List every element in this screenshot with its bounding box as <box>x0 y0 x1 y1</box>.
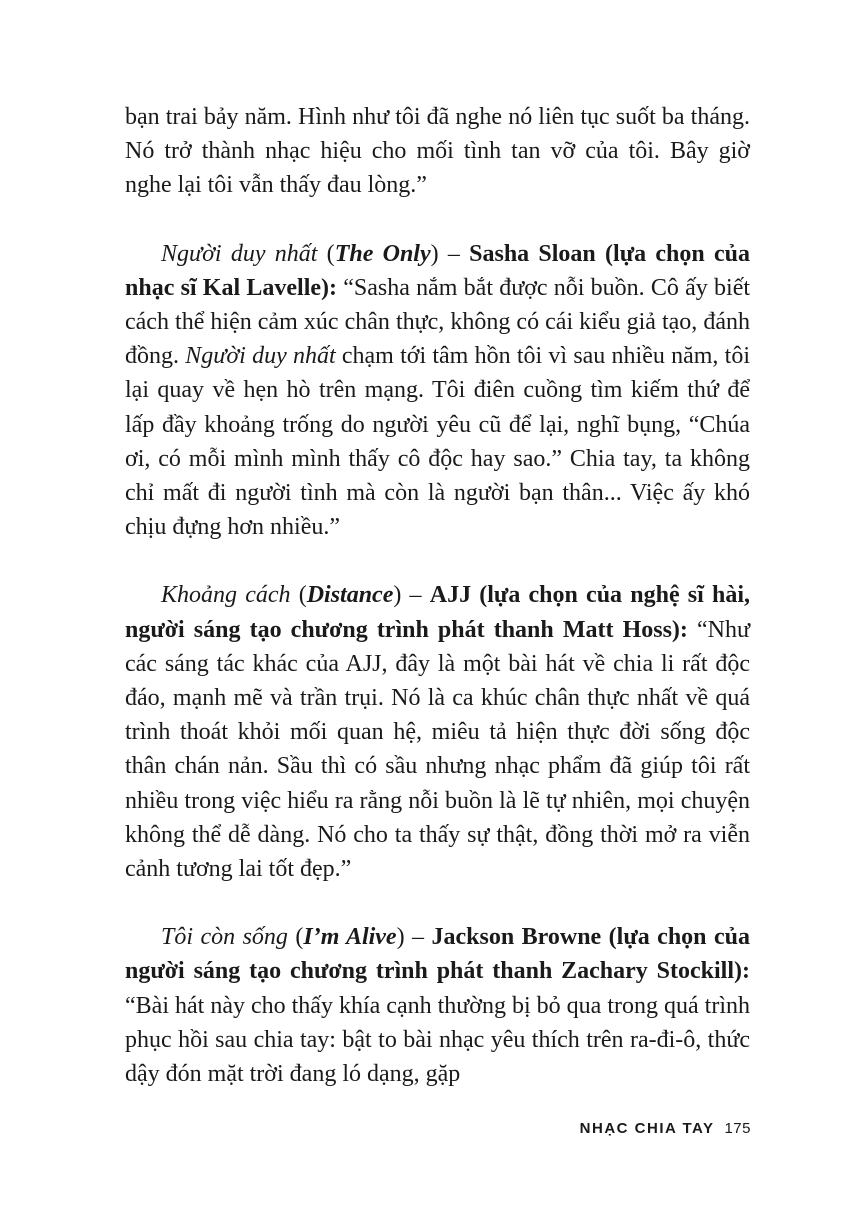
text-segment-normal: ) – <box>393 582 430 609</box>
text-segment-italic: Người duy nhất <box>161 240 318 267</box>
text-segment-italic: Người duy nhất <box>185 343 336 370</box>
text-segment-italic: Tôi còn sống <box>161 924 288 951</box>
text-segment-bold: Jackson Browne (lựa chọn của người sáng tạo chương trình phát thanh Zachary Stockill): <box>125 924 750 985</box>
paragraph-the-only <box>125 237 750 545</box>
paragraph-distance <box>125 578 750 886</box>
text-segment-normal: “Sasha nắm bắt được nỗi buồn. Cô ấy biết cách thể hiện cảm xúc chân thực, không có cái kiểu giả tạo, đánh đồng. <box>125 274 751 370</box>
text-segment-normal: ( <box>317 240 335 267</box>
text-segment-bold-italic: I’m Alive <box>303 924 397 951</box>
text-segment-bold-italic: The Only <box>334 240 431 267</box>
text-segment-normal: ( <box>290 582 307 609</box>
page-body <box>125 100 750 1091</box>
running-title: NHẠC CHIA TAY <box>579 1120 715 1137</box>
page-number: 175 <box>724 1120 751 1137</box>
text-segment-normal: chạm tới tâm hồn tôi vì sau nhiều năm, tôi lại quay về hẹn hò trên mạng. Tôi điên cuồng tìm kiếm thứ để lấp đầy khoảng trống do người yêu cũ để lại, nghĩ bụng, “Chúa ơi, có mỗi mình mình thấy cô độc hay sao.” Chia tay, ta không chỉ mất đi người tình mà còn là người bạn thân... Việc ấy khó chịu đựng hơn nhiều.” <box>125 343 751 541</box>
text-segment-bold: AJJ (lựa chọn của nghệ sĩ hài, người sáng tạo chương trình phát thanh Matt Hoss): <box>125 582 750 643</box>
page-footer <box>580 1120 751 1137</box>
text-segment-italic: Khoảng cách <box>161 582 291 609</box>
text-segment-normal: “Bài hát này cho thấy khía cạnh thường bị bỏ qua trong quá trình phục hồi sau chia tay: bật to bài nhạc yêu thích trên ra-đi-ô, thức dậy đón mặt trời đang ló dạng, gặp <box>125 992 750 1088</box>
text-segment-normal: ) – <box>430 240 470 267</box>
text-segment-bold: Sasha Sloan (lựa chọn của nhạc sĩ Kal Lavelle): <box>125 240 750 301</box>
paragraph-im-alive <box>125 920 750 1091</box>
text-segment-normal: ( <box>287 924 304 951</box>
text-segment-normal: “Như các sáng tác khác của AJJ, đây là một bài hát về chia li rất độc đáo, mạnh mẽ và trần trụi. Nó là ca khúc chân thực nhất về quá trình thoát khỏi mối quan hệ, miêu tả hiện thực đời sống độc thân chán nản. Sầu thì có sầu nhưng nhạc phẩm đã giúp tôi rất nhiều trong việc hiểu ra rằng nỗi buồn là lẽ tự nhiên, mọi chuyện không thể dễ dàng. Nó cho ta thấy sự thật, đồng thời mở ra viễn cảnh tương lai tốt đẹp.” <box>125 616 750 883</box>
paragraph-intro-tail <box>125 100 750 203</box>
text-segment-normal: ) – <box>396 924 432 951</box>
text-segment-bold-italic: Distance <box>306 582 394 609</box>
text-segment-normal: bạn trai bảy năm. Hình như tôi đã nghe nó liên tục suốt ba tháng. Nó trở thành nhạc hiệu cho mối tình tan vỡ của tôi. Bây giờ nghe lại tôi vẫn thấy đau lòng.” <box>125 104 750 199</box>
